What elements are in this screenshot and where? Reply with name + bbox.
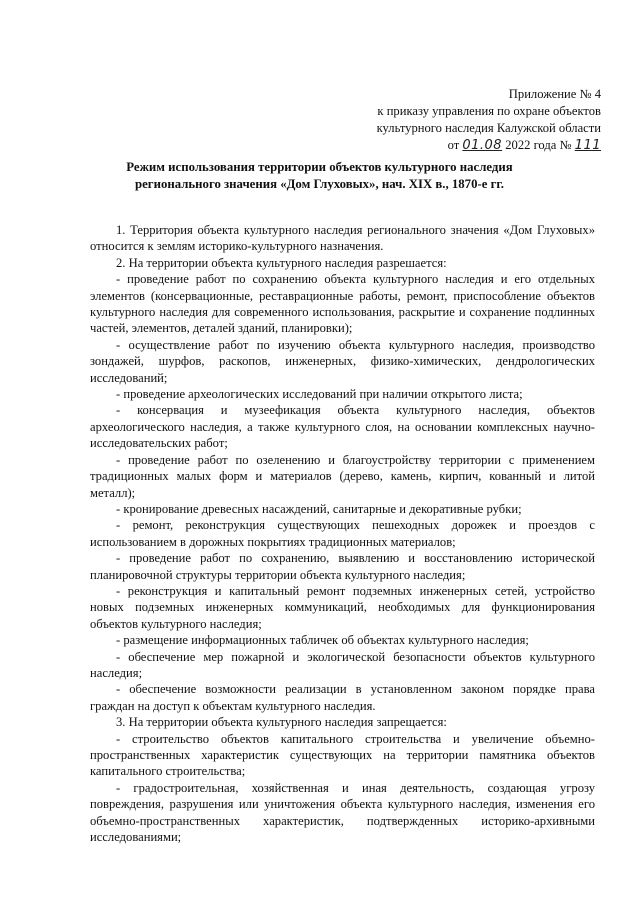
- paragraph: - ремонт, реконструкция существующих пешеходных дорожек и проездов с использованием в дорожных покрытиях традиционных материалов;: [90, 518, 595, 549]
- paragraph: - обеспечение возможности реализации в установленном законом порядке права граждан на доступ к объектам культурного наследия.: [90, 682, 595, 713]
- paragraph: - проведение работ по сохранению объекта культурного наследия и его отдельных элементов (консервационные, реставрационные работы, ремонт, приспособление объектов культурного наследия для современного использования, раскрытие и сохранение подлинных частей, элементов, деталей зданий, планировки);: [90, 272, 595, 336]
- appendix-header: [377, 86, 601, 154]
- paragraph: 2. На территории объекта культурного наследия разрешается:: [116, 255, 447, 270]
- paragraph: - консервация и музеефикация объекта культурного наследия, объектов археологического наследия, а также культурного слоя, на основании комплексных научно-исследовательских работ;: [90, 403, 595, 451]
- handwritten-number: 111: [574, 138, 601, 153]
- date-year: 2022 года №: [502, 138, 575, 152]
- document-body: [90, 222, 595, 845]
- appendix-line-2: к приказу управления по охране объектов: [377, 104, 601, 118]
- paragraph: - проведение археологических исследований при наличии открытого листа;: [116, 387, 523, 402]
- appendix-line-1: Приложение № 4: [508, 87, 601, 101]
- paragraph: - размещение информационных табличек об объектах культурного наследия;: [116, 633, 529, 648]
- paragraph: - строительство объектов капитального строительства и увеличение объемно-пространственных характеристик существующих на территории памятника объектов капитального строительства;: [90, 731, 595, 779]
- document-title: [40, 159, 599, 193]
- appendix-date-line: [377, 137, 601, 154]
- paragraph: - осуществление работ по изучению объекта культурного наследия, производство зондажей, шурфов, раскопов, инженерных, физико-химических, дендрологических исследований;: [90, 337, 595, 385]
- date-prefix: от: [447, 138, 463, 152]
- paragraph: 3. На территории объекта культурного наследия запрещается:: [116, 715, 447, 730]
- appendix-line-3: культурного наследия Калужской области: [376, 121, 601, 135]
- paragraph: - обеспечение мер пожарной и экологической безопасности объектов культурного наследия;: [90, 649, 595, 680]
- handwritten-date: 01.08: [462, 138, 503, 153]
- title-line-1: Режим использования территории объектов культурного наследия: [126, 160, 513, 174]
- paragraph: - кронирование древесных насаждений, санитарные и декоративные рубки;: [116, 501, 522, 516]
- paragraph: - проведение работ по озеленению и благоустройству территории с применением традиционных малых форм и материалов (дерево, камень, кирпич, кованный и литой металл);: [90, 452, 595, 500]
- title-line-2: регионального значения «Дом Глуховых», нач. XIX в., 1870-е гг.: [134, 177, 505, 191]
- paragraph: - градостроительная, хозяйственная и иная деятельность, создающая угрозу повреждения, разрушения или уничтожения объекта культурного наследия, изменения его объемно-пространственных характеристик, подтвержденных историко-архивными исследованиями;: [90, 780, 595, 845]
- paragraph: - проведение работ по сохранению, выявлению и восстановлению исторической планировочной структуры территории объекта культурного наследия;: [90, 551, 595, 582]
- paragraph: - реконструкция и капитальный ремонт подземных инженерных сетей, устройство новых подземных инженерных коммуникаций, необходимых для функционирования объектов культурного наследия;: [90, 583, 595, 631]
- paragraph: 1. Территория объекта культурного наследия регионального значения «Дом Глуховых» относится к землям историко-культурного назначения.: [90, 223, 595, 254]
